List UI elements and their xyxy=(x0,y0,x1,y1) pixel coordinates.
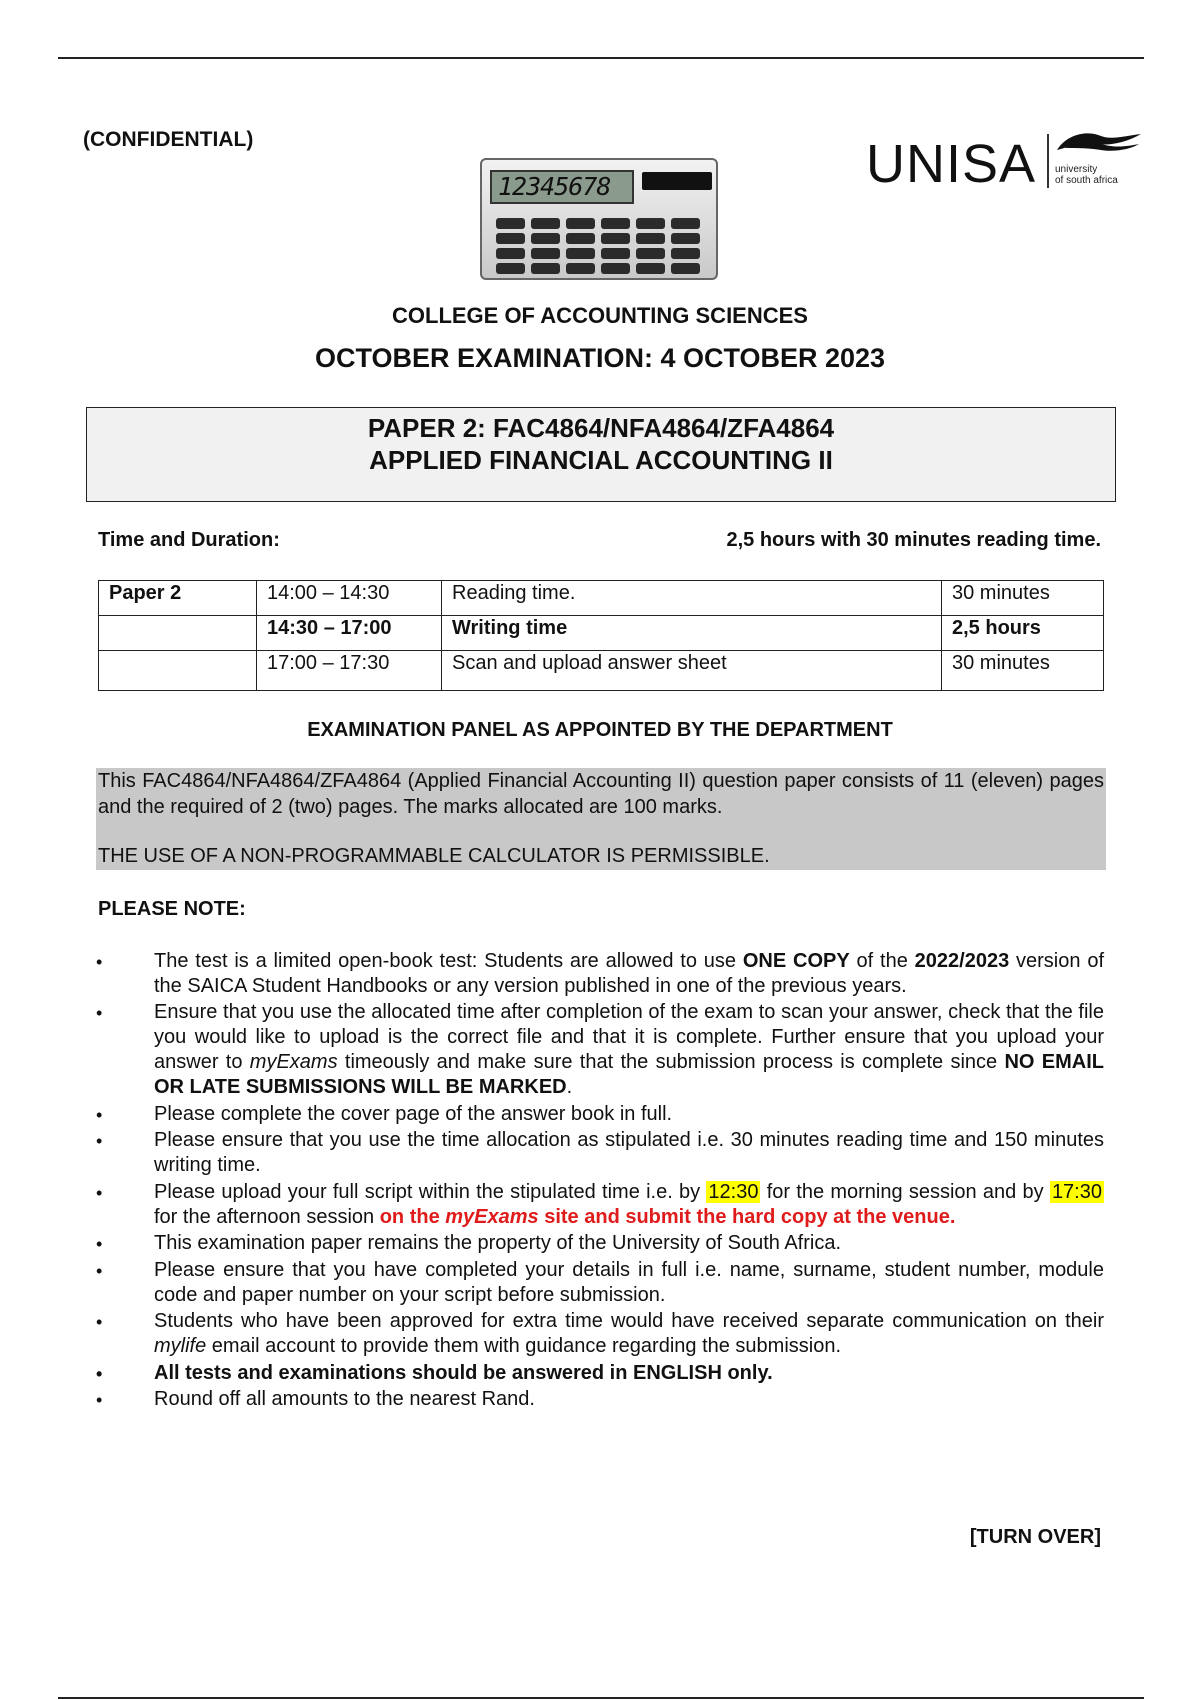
calculator-keypad xyxy=(496,218,700,274)
examination-panel-heading: EXAMINATION PANEL AS APPOINTED BY THE DEPARTMENT xyxy=(307,719,893,741)
list-item: • The test is a limited open-book test: Students are allowed to use ONE COPY of the 2022/2023 version of the SAICA Student Handbooks or any version published in one of the previous years. xyxy=(96,949,1104,999)
table-row xyxy=(99,616,1104,651)
calculator-solar-panel xyxy=(642,172,712,190)
paper-title-box xyxy=(86,407,1116,502)
top-rule xyxy=(58,57,1144,59)
schedule-table xyxy=(98,580,1104,691)
schedule-duration-cell: 30 minutes xyxy=(942,581,1104,616)
confidential-label: (CONFIDENTIAL) xyxy=(83,128,254,151)
schedule-activity-cell: Reading time. xyxy=(442,581,942,616)
logo-divider xyxy=(1047,134,1049,188)
table-row xyxy=(99,651,1104,691)
unisa-logo xyxy=(866,128,1146,198)
time-duration-label: Time and Duration: xyxy=(98,529,280,551)
list-item: • Please complete the cover page of the answer book in full. xyxy=(96,1102,1104,1127)
schedule-time-cell: 17:00 – 17:30 xyxy=(257,651,442,691)
schedule-paper-cell xyxy=(99,651,257,691)
intro-paragraph: This FAC4864/NFA4864/ZFA4864 (Applied Financial Accounting II) question paper consists of 11 (eleven) pages and the required of 2 (two) pages. The marks allocated are 100 marks. xyxy=(98,770,1104,818)
instructions-list xyxy=(96,949,1104,1414)
time-duration-value: 2,5 hours with 30 minutes reading time. xyxy=(726,529,1101,551)
calculator-illustration xyxy=(480,158,718,280)
schedule-paper-cell xyxy=(99,616,257,651)
logo-wordmark: UNISA xyxy=(866,134,1037,194)
highlighted-time: 12:30 xyxy=(708,1180,759,1203)
list-item: • Please ensure that you have completed your details in full i.e. name, surname, student number, module code and paper number on your script before submission. xyxy=(96,1258,1104,1308)
list-item: • Please upload your full script within the stipulated time i.e. by 12:30 for the morning session and by 17:30 for the afternoon session on the myExams site and submit the hard copy at the venue. xyxy=(96,1180,1104,1230)
list-item: • Round off all amounts to the nearest Rand. xyxy=(96,1387,1104,1412)
schedule-duration-cell: 30 minutes xyxy=(942,651,1104,691)
list-item: • Ensure that you use the allocated time after completion of the exam to scan your answer, check that the file you would like to upload is the correct file and that it is complete. Further ensure that you upload your answer to myExams timeously and make sure that the submission process is complete since NO EMAIL OR LATE SUBMISSIONS WILL BE MARKED. xyxy=(96,1000,1104,1100)
schedule-duration-cell: 2,5 hours xyxy=(942,616,1104,651)
schedule-activity-cell: Writing time xyxy=(442,616,942,651)
calculator-display: 12345678 xyxy=(490,170,634,204)
exam-title: OCTOBER EXAMINATION: 4 OCTOBER 2023 xyxy=(314,343,886,373)
list-item: • This examination paper remains the property of the University of South Africa. xyxy=(96,1231,1104,1256)
schedule-time-cell: 14:30 – 17:00 xyxy=(257,616,442,651)
highlighted-time: 17:30 xyxy=(1051,1180,1102,1203)
list-item: • Students who have been approved for extra time would have received separate communication on their mylife email account to provide them with guidance regarding the submission. xyxy=(96,1309,1104,1359)
table-row xyxy=(99,581,1104,616)
college-name: COLLEGE OF ACCOUNTING SCIENCES xyxy=(392,303,808,328)
schedule-paper-cell: Paper 2 xyxy=(99,581,257,616)
logo-subtitle: university of south africa xyxy=(1055,164,1118,186)
paper-code: PAPER 2: FAC4864/NFA4864/ZFA4864 xyxy=(367,413,835,443)
list-item: • All tests and examinations should be answered in ENGLISH only. xyxy=(96,1361,1104,1386)
please-note-heading: PLEASE NOTE: xyxy=(98,898,246,920)
paper-subject: APPLIED FINANCIAL ACCOUNTING II xyxy=(369,445,833,475)
list-item: • Please ensure that you use the time allocation as stipulated i.e. 30 minutes reading time and 150 minutes writing time. xyxy=(96,1128,1104,1178)
schedule-activity-cell: Scan and upload answer sheet xyxy=(442,651,942,691)
bottom-rule xyxy=(58,1697,1144,1699)
calculator-note: THE USE OF A NON-PROGRAMMABLE CALCULATOR IS PERMISSIBLE. xyxy=(98,845,770,867)
turn-over-label: [TURN OVER] xyxy=(969,1526,1101,1548)
schedule-time-cell: 14:00 – 14:30 xyxy=(257,581,442,616)
bird-emblem-icon xyxy=(1053,128,1143,162)
